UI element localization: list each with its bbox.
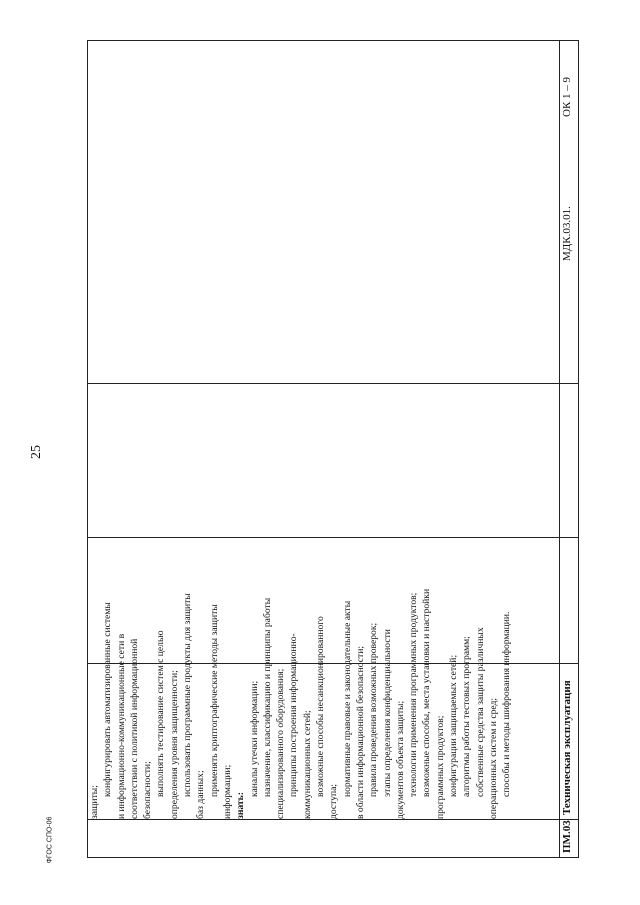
content-line: собственные средства защиты различных (474, 627, 486, 797)
content-line: программных продуктов; (434, 715, 446, 819)
content-line: нормативные правовые и законодательные акты (341, 600, 353, 797)
content-line: безопасности; (142, 761, 154, 819)
footer-code: ФГОС СПО-06 (46, 816, 54, 864)
content-line: в области информационной безопасности; (354, 646, 366, 819)
content-line: каналы утечки информации; (248, 680, 260, 797)
content-line: специализированного оборудования; (275, 668, 287, 819)
content-line: знать: (235, 792, 247, 819)
content-line: возможные способы, места установки и настройки (421, 588, 433, 797)
content-text (88, 359, 514, 819)
content-line: доступа; (328, 783, 340, 819)
content-line: защиты; (89, 785, 100, 819)
module-code: ПМ.03 (561, 820, 573, 853)
ok-code: ОК 1 – 9 (561, 76, 573, 117)
content-line: принципы построения информационно- (288, 633, 300, 797)
content-line: алгоритмы работы тестовых программ; (461, 636, 473, 797)
content-line: использовать программные продукты для защиты (182, 593, 194, 797)
content-line: операционных систем и сред; (487, 697, 499, 819)
row-divider (559, 41, 560, 857)
content-line: соответствии с политикой информационной (128, 638, 140, 819)
content-line: возможные способы несанкционированного (315, 616, 327, 797)
mdk-code: МДК.03.01. (561, 206, 573, 261)
table-frame (87, 40, 579, 858)
content-line: выполнять тестирование систем с целью (155, 630, 167, 797)
content-line: баз данных; (195, 770, 207, 819)
content-line: конфигурации защищаемых сетей; (448, 654, 460, 797)
content-line: и информационно-коммуникационные сети в (115, 633, 127, 819)
module-title: Техническая эксплуатация (561, 680, 573, 815)
content-line: документов объекта защиты; (394, 700, 406, 819)
content-line: назначение, классификацию и принципы работы (261, 597, 273, 797)
content-line: способы и методы шифрования информации. (501, 611, 513, 797)
content-line: правила проведения возможных проверок; (368, 622, 380, 797)
column-divider (88, 819, 578, 820)
page-number: 25 (29, 445, 44, 459)
content-line: технологии применения программных продуктов; (408, 592, 420, 797)
content-line: коммуникационных сетей; (301, 710, 313, 819)
content-line: этапы определения конфиденциальности (381, 629, 393, 797)
content-line: применять криптографические методы защиты (208, 604, 220, 797)
content-line: конфигурировать автоматизированные системы (102, 602, 114, 797)
content-line: определения уровня защищенности; (168, 670, 180, 819)
content-line: информации; (221, 764, 233, 819)
